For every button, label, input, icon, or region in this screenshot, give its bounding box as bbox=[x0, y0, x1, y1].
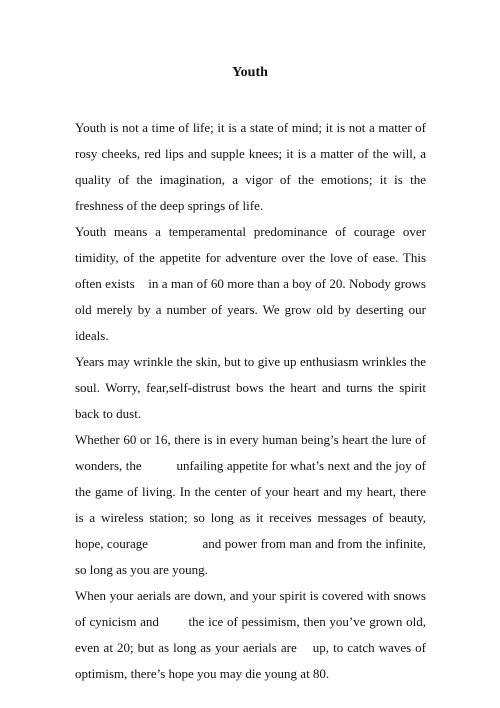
paragraph: Whether 60 or 16, there is in every human being’s heart the lure of wonders, the unfailing appetite for what’s next and the joy of the game of living. In the center of your heart and my heart, there is a wireless station; so long as it receives messages of beauty, hope, courage and power from man and from the infinite, so long as you are young. bbox=[75, 432, 439, 577]
document-body bbox=[75, 115, 439, 687]
paragraph: Youth is not a time of life; it is a state of mind; it is not a matter of rosy cheeks, red lips and supple knees; it is a matter of the will, a quality of the imagination, a vigor of the emotions; it is the freshness of the deep springs of life. bbox=[75, 120, 430, 213]
paragraph: Youth means a temperamental predominance of courage over timidity, of the appetite for adventure over the love of ease. This often exists in a man of 60 more than a boy of 20. Nobody grows old merely by a number of years. We grow old by deserting our ideals. bbox=[75, 224, 430, 343]
paragraph: When your aerials are down, and your spirit is covered with snows of cynicism and the ice of pessimism, then you’ve grown old, even at 20; but as long as your aerials are up, to catch waves of optimism, there’s hope you may die young at 80. bbox=[75, 588, 430, 681]
document-title: Youth bbox=[232, 65, 268, 80]
paragraph: Years may wrinkle the skin, but to give up enthusiasm wrinkles the soul. Worry, fear,self-distrust bows the heart and turns the spirit back to dust. bbox=[75, 354, 430, 421]
